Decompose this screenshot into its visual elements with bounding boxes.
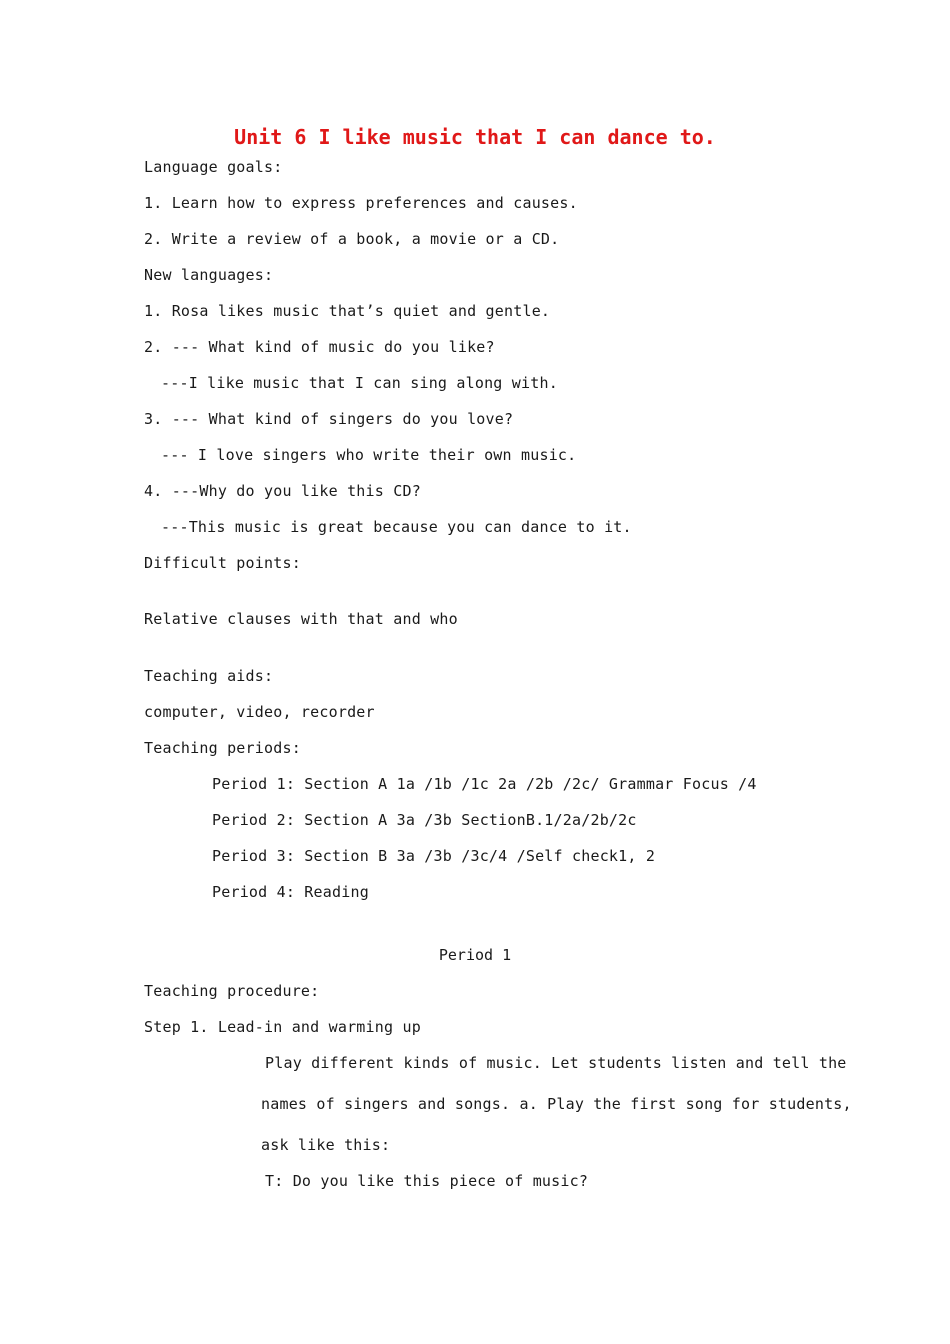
new-language-item: 2. --- What kind of music do you like? xyxy=(144,338,495,356)
language-goals-heading: Language goals: xyxy=(144,158,283,176)
teaching-period-item: Period 3: Section B 3a /3b /3c/4 /Self check1, 2 xyxy=(212,847,656,865)
new-language-item: 3. --- What kind of singers do you love? xyxy=(144,410,514,428)
period-heading: Period 1 xyxy=(438,946,512,964)
teaching-period-item: Period 2: Section A 3a /3b SectionB.1/2a/2b/2c xyxy=(212,811,637,829)
language-goal-item: 2. Write a review of a book, a movie or a CD. xyxy=(144,230,560,248)
step-body-line: ask like this: xyxy=(261,1136,391,1154)
new-language-item: 4. ---Why do you like this CD? xyxy=(144,482,421,500)
difficult-points-text: Relative clauses with that and who xyxy=(144,610,458,628)
language-goal-item: 1. Learn how to express preferences and causes. xyxy=(144,194,578,212)
step-body-line: names of singers and songs. a. Play the first song for students, xyxy=(261,1095,852,1113)
teaching-aids-text: computer, video, recorder xyxy=(144,703,375,721)
difficult-points-heading: Difficult points: xyxy=(144,554,301,572)
teaching-period-item: Period 1: Section A 1a /1b /1c 2a /2b /2c/ Grammar Focus /4 xyxy=(212,775,757,793)
teaching-procedure-heading: Teaching procedure: xyxy=(144,982,320,1000)
step-body-line: Play different kinds of music. Let students listen and tell the xyxy=(265,1054,847,1072)
step-body-line: T: Do you like this piece of music? xyxy=(265,1172,589,1190)
teaching-period-item: Period 4: Reading xyxy=(212,883,369,901)
new-language-item: 1. Rosa likes music that’s quiet and gentle. xyxy=(144,302,551,320)
new-language-item: ---I like music that I can sing along with. xyxy=(161,374,558,392)
teaching-periods-heading: Teaching periods: xyxy=(144,739,301,757)
teaching-aids-heading: Teaching aids: xyxy=(144,667,274,685)
new-languages-heading: New languages: xyxy=(144,266,274,284)
new-language-item: ---This music is great because you can dance to it. xyxy=(161,518,632,536)
step-heading: Step 1. Lead-in and warming up xyxy=(144,1018,421,1036)
document-title: Unit 6 I like music that I can dance to. xyxy=(234,125,716,149)
new-language-item: --- I love singers who write their own music. xyxy=(161,446,577,464)
